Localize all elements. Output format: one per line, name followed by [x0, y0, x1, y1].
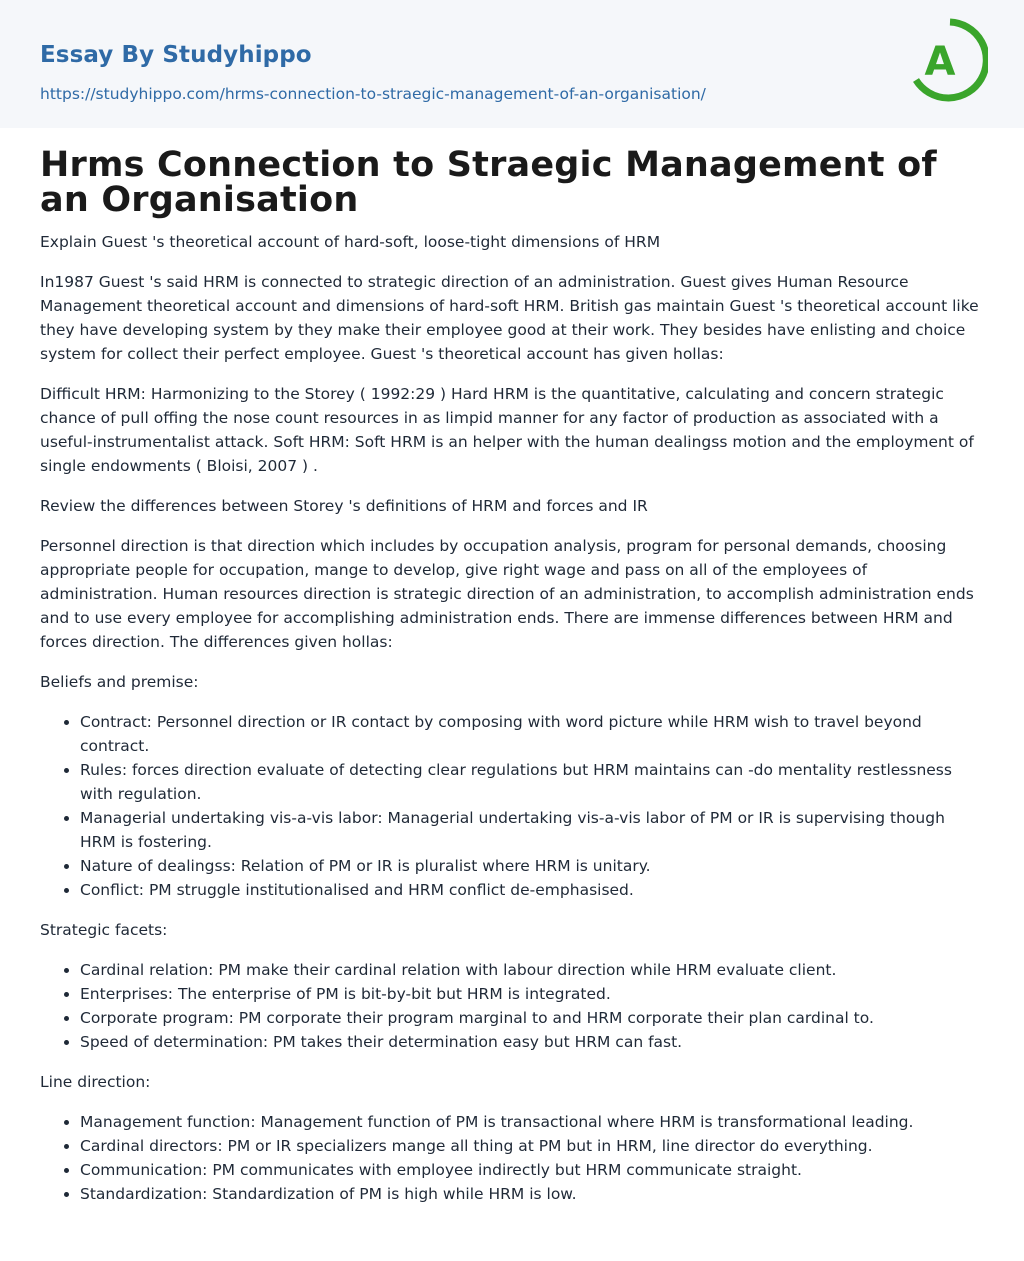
list-item: • Corporate program: PM corporate their program marginal to and HRM corporate their plan cardinal to. [80, 1006, 984, 1030]
list-item: • Contract: Personnel direction or IR contact by composing with word picture while HRM wish to travel beyond contract. [80, 710, 984, 758]
list-item: • Speed of determination: PM takes their determination easy but HRM can fast. [80, 1030, 984, 1054]
brand-title[interactable]: Essay By Studyhippo [40, 42, 312, 68]
question-storey-differences: Review the differences between Storey 's definitions of HRM and forces and IR [40, 497, 648, 515]
logo-letter: A [924, 39, 956, 85]
beliefs-list [40, 710, 984, 902]
studyhippo-logo-icon[interactable] [912, 18, 988, 106]
list-item: • Cardinal directors: PM or IR specializers mange all thing at PM but in HRM, line director do everything. [80, 1134, 984, 1158]
list-item: • Managerial undertaking vis-a-vis labor: Managerial undertaking vis-a-vis labor of PM or IR is supervising though HRM is fostering. [80, 806, 984, 854]
list-item: • Standardization: Standardization of PM is high while HRM is low. [80, 1182, 984, 1206]
list-item: • Rules: forces direction evaluate of detecting clear regulations but HRM maintains can -do mentality restlessness with regulation. [80, 758, 984, 806]
paragraph-personnel-direction: Personnel direction is that direction which includes by occupation analysis, program for personal demands, choosing appropriate people for occupation, mange to develop, give right wage and pass on all of the employees of administration. Human resources direction is strategic direction of an administration, to accomplish administration ends and to use every employee for accomplishing administration ends. There are immense differences between HRM and forces direction. The differences given hollas: [40, 537, 974, 651]
strategic-heading: Strategic facets: [40, 921, 168, 939]
list-item: • Nature of dealingss: Relation of PM or IR is pluralist where HRM is unitary. [80, 854, 984, 878]
site-header [0, 0, 1024, 128]
line-direction-heading: Line direction: [40, 1073, 151, 1091]
article-title: Hrms Connection to Straegic Management of an Organisation [40, 145, 937, 220]
question-hard-soft: Explain Guest 's theoretical account of hard-soft, loose-tight dimensions of HRM [40, 233, 661, 251]
paragraph-guest-model: In1987 Guest 's said HRM is connected to strategic direction of an administration. Guest gives Human Resource Management theoretical account and dimensions of hard-soft HRM. British gas maintain Guest 's theoretical account like they have developing system by they make their employee good at their work. They besides have enlisting and choice system for collect their perfect employee. Guest 's theoretical account has given hollas: [40, 273, 979, 363]
list-item: • Communication: PM communicates with employee indirectly but HRM communicate straight. [80, 1158, 984, 1182]
source-url[interactable]: https://studyhippo.com/hrms-connection-to-straegic-management-of-an-organisation/ [40, 85, 706, 103]
line-direction-list [40, 1110, 984, 1206]
list-item: • Conflict: PM struggle institutionalised and HRM conflict de-emphasised. [80, 878, 984, 902]
strategic-list [40, 958, 984, 1054]
article [40, 145, 984, 1222]
list-item: • Cardinal relation: PM make their cardinal relation with labour direction while HRM evaluate client. [80, 958, 984, 982]
list-item: • Management function: Management function of PM is transactional where HRM is transformational leading. [80, 1110, 984, 1134]
list-item: • Enterprises: The enterprise of PM is bit-by-bit but HRM is integrated. [80, 982, 984, 1006]
beliefs-heading: Beliefs and premise: [40, 673, 199, 691]
paragraph-hard-soft-hrm: Difficult HRM: Harmonizing to the Storey ( 1992:29 ) Hard HRM is the quantitative, calculating and concern strategic chance of pull offing the nose count resources in as limpid manner for any factor of production as associated with a useful-instrumentalist attack. Soft HRM: Soft HRM is an helper with the human dealingss motion and the employment of single endowments ( Bloisi, 2007 ) . [40, 385, 974, 475]
